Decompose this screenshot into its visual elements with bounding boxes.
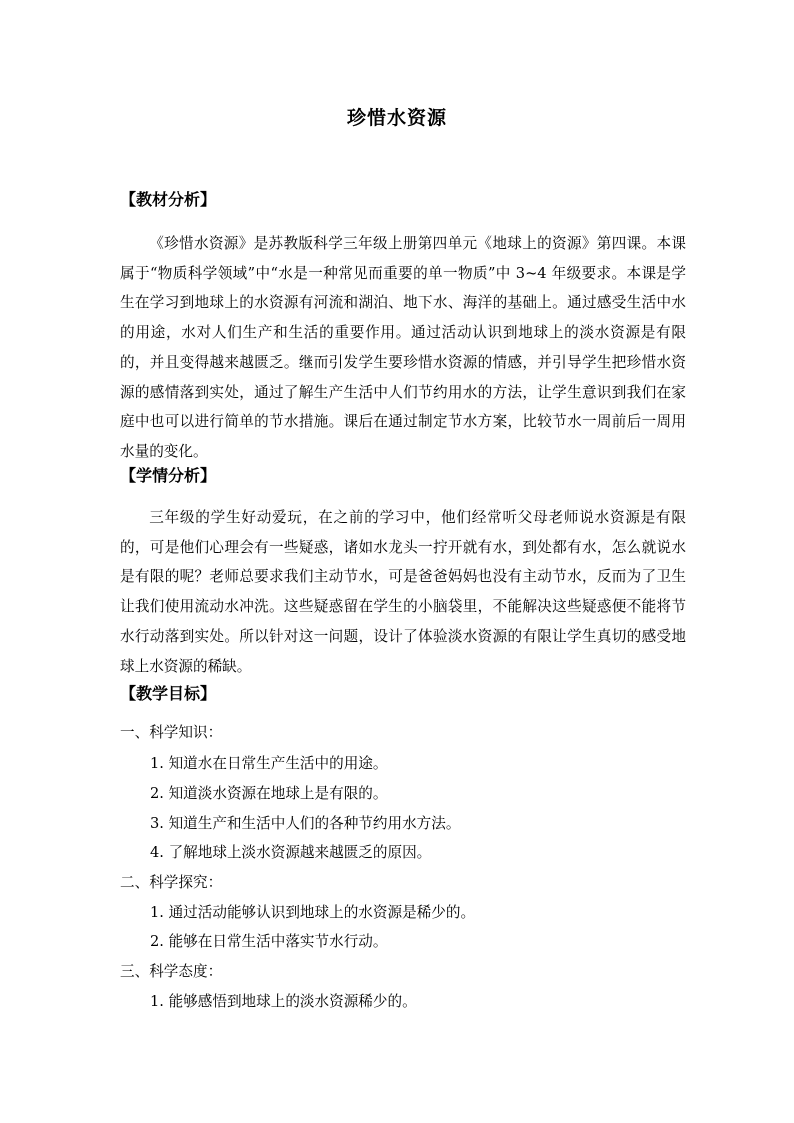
- section-heading-teaching-goals: 【教学目标】: [120, 684, 217, 703]
- section-heading-student-analysis: 【学情分析】: [120, 466, 217, 485]
- textbook-analysis-paragraph: 《珍惜水资源》是苏教版科学三年级上册第四单元《地球上的资源》第四课。本课属于“物质科学领域”中“水是一种常见而重要的单一物质”中 3~4 年级要求。本课是学生在学习到地球上的水资源有河流和湖泊、地下水、海洋的基础上。通过感受生活中水的用途，水对人们生产和生活的重要作用。通过活动认识到地球上的淡水资源是有限的，并且变得越来越匮乏。继而引发学生要珍惜水资源的情感，并引导学生把珍惜水资源的感情落到实处，通过了解生产生活中人们节约用水的方法，让学生意识到我们在家庭中也可以进行简单的节水措施。课后在通过制定节水方案，比较节水一周前后一周用水量的变化。: [120, 235, 686, 460]
- goal-group-label-knowledge: 一、科学知识：: [120, 724, 223, 741]
- goal-item: 4. 了解地球上淡水资源越来越匮乏的原因。: [150, 844, 432, 861]
- student-analysis-paragraph: 三年级的学生好动爱玩，在之前的学习中，他们经常听父母老师说水资源是有限的，可是他们心理会有一些疑惑，诸如水龙头一拧开就有水，到处都有水，怎么就说水是有限的呢？老师总要求我们主动节水，可是爸爸妈妈也没有主动节水，反而为了卫生让我们使用流动水冲洗。这些疑惑留在学生的小脑袋里，不能解决这些疑惑便不能将节水行动落到实处。所以针对这一问题，设计了体验淡水资源的有限让学生真切的感受地球上水资源的稀缺。: [120, 509, 686, 675]
- goal-item: 1. 知道水在日常生产生活中的用途。: [150, 755, 388, 772]
- section-heading-textbook-analysis: 【教材分析】: [120, 190, 217, 209]
- document-title: 珍惜水资源: [346, 107, 447, 129]
- goal-group-label-inquiry: 二、科学探究：: [120, 874, 223, 891]
- goal-item: 1. 能够感悟到地球上的淡水资源稀少的。: [150, 993, 417, 1010]
- goal-item: 2. 知道淡水资源在地球上是有限的。: [150, 785, 388, 802]
- goal-item: 2. 能够在日常生活中落实节水行动。: [150, 933, 388, 950]
- goal-item: 1. 通过活动能够认识到地球上的水资源是稀少的。: [150, 904, 476, 921]
- goal-item: 3. 知道生产和生活中人们的各种节约用水方法。: [150, 815, 461, 832]
- goal-group-label-attitude: 三、科学态度：: [120, 963, 223, 980]
